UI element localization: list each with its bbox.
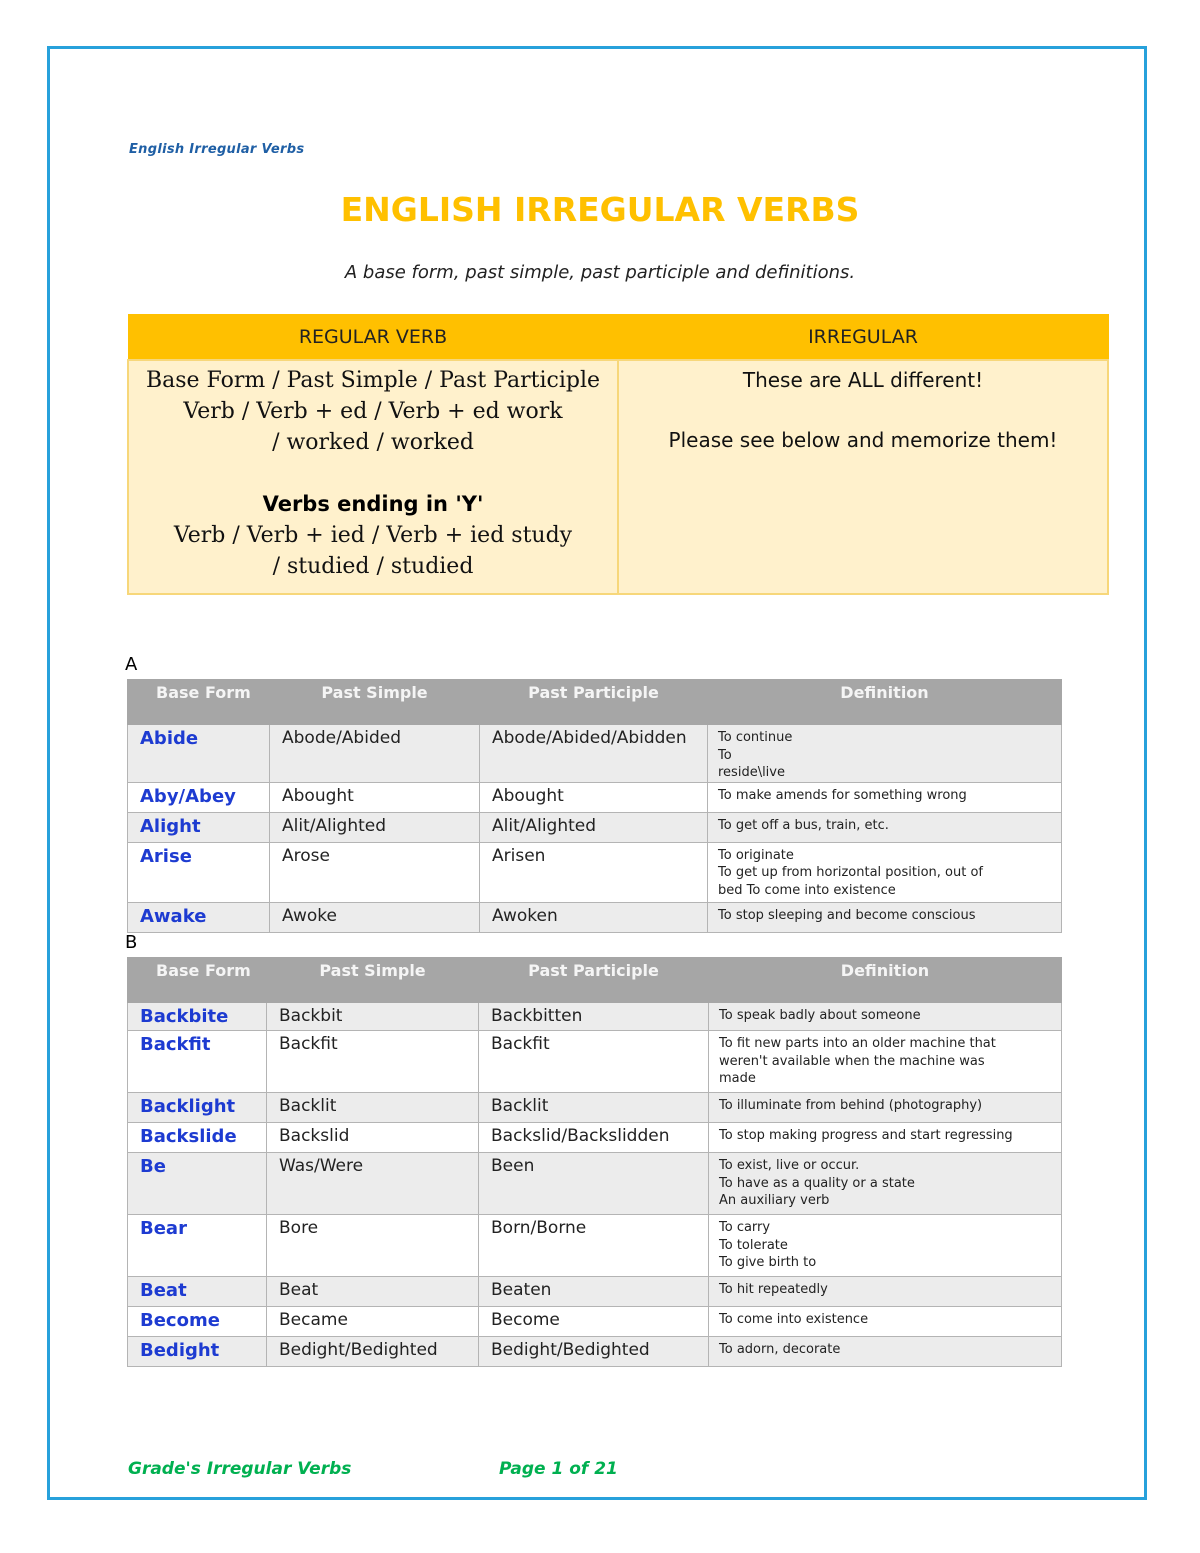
verb-past-simple: Backfit bbox=[267, 1031, 479, 1093]
definition-line: To tolerate bbox=[719, 1237, 788, 1253]
regular-line: / worked / worked bbox=[272, 430, 474, 455]
verb-past-participle: Become bbox=[479, 1307, 709, 1337]
verb-past-participle: Bedight/Bedighted bbox=[479, 1337, 709, 1367]
definition-line: weren't available when the machine was bbox=[719, 1053, 985, 1069]
verb-base-form: Aby/Abey bbox=[128, 782, 270, 812]
column-header-base-form: Base Form bbox=[128, 958, 267, 1003]
table-row bbox=[128, 1277, 1062, 1307]
verb-past-simple: Bore bbox=[267, 1215, 479, 1277]
definition-line: To speak badly about someone bbox=[719, 1008, 921, 1023]
verb-past-simple: Became bbox=[267, 1307, 479, 1337]
verb-definition bbox=[709, 1307, 1062, 1337]
verb-base-form: Backfit bbox=[128, 1031, 267, 1093]
verb-definition bbox=[709, 1337, 1062, 1367]
verb-definition bbox=[709, 1031, 1062, 1093]
regular-vs-irregular-table bbox=[127, 314, 1109, 595]
footer-title: Grade's Irregular Verbs bbox=[128, 1459, 352, 1479]
regular-verb-cell bbox=[128, 360, 618, 594]
verb-past-simple: Beat bbox=[267, 1277, 479, 1307]
column-header-past-participle: Past Participle bbox=[479, 958, 709, 1003]
verb-past-participle: Abode/Abided/Abidden bbox=[480, 725, 708, 783]
table-row bbox=[128, 1003, 1062, 1031]
definition-line: To illuminate from behind (photography) bbox=[719, 1098, 983, 1113]
verb-definition bbox=[709, 1093, 1062, 1123]
verb-past-participle: Backslid/Backslidden bbox=[479, 1123, 709, 1153]
table-row bbox=[128, 782, 1062, 812]
header-row bbox=[128, 958, 1062, 1003]
table-row bbox=[128, 1031, 1062, 1093]
verb-past-simple: Abought bbox=[270, 782, 480, 812]
table-row bbox=[128, 1307, 1062, 1337]
definition-line: To come into existence bbox=[719, 1312, 869, 1327]
regular-line: Verb / Verb + ed / Verb + ed work bbox=[183, 399, 563, 424]
table-row bbox=[128, 1153, 1062, 1215]
verb-past-participle: Been bbox=[479, 1153, 709, 1215]
verb-past-simple: Awoke bbox=[270, 902, 480, 932]
verb-past-participle: Alit/Alighted bbox=[480, 812, 708, 842]
verb-past-participle: Backlit bbox=[479, 1093, 709, 1123]
definition-line: To adorn, decorate bbox=[719, 1342, 841, 1357]
definition-line: To exist, live or occur. bbox=[719, 1158, 860, 1173]
y-ending-heading: Verbs ending in 'Y' bbox=[262, 492, 484, 516]
verb-past-simple: Alit/Alighted bbox=[270, 812, 480, 842]
irregular-heading: IRREGULAR bbox=[618, 315, 1108, 361]
verb-definition bbox=[708, 902, 1062, 932]
definition-line: To stop sleeping and become conscious bbox=[718, 907, 976, 923]
definition-line: reside\live bbox=[718, 765, 785, 780]
definition-line: To hit repeatedly bbox=[719, 1282, 828, 1297]
verb-base-form: Become bbox=[128, 1307, 267, 1337]
verb-table-a bbox=[127, 679, 1062, 933]
verb-definition bbox=[708, 812, 1062, 842]
verb-past-simple: Arose bbox=[270, 842, 480, 902]
column-header-past-participle: Past Participle bbox=[480, 680, 708, 725]
running-header: English Irregular Verbs bbox=[129, 142, 305, 157]
definition-line: An auxiliary verb bbox=[719, 1193, 830, 1208]
regular-verb-heading: REGULAR VERB bbox=[128, 315, 618, 361]
page-number: Page 1 of 21 bbox=[499, 1459, 618, 1479]
table-row bbox=[128, 725, 1062, 783]
column-header-past-simple: Past Simple bbox=[267, 958, 479, 1003]
table-row bbox=[128, 842, 1062, 902]
section-letter-b: B bbox=[125, 932, 138, 953]
verb-base-form: Alight bbox=[128, 812, 270, 842]
irregular-cell bbox=[618, 360, 1108, 594]
verb-base-form: Bear bbox=[128, 1215, 267, 1277]
definition-line: To get up from horizontal position, out of bbox=[718, 865, 983, 880]
verb-past-participle: Beaten bbox=[479, 1277, 709, 1307]
definition-line: To fit new parts into an older machine that bbox=[719, 1036, 996, 1051]
verb-table-b bbox=[127, 957, 1062, 1367]
verb-definition bbox=[708, 842, 1062, 902]
verb-past-simple: Was/Were bbox=[267, 1153, 479, 1215]
definition-line: To originate bbox=[718, 847, 794, 863]
verb-base-form: Backlight bbox=[128, 1093, 267, 1123]
verb-past-participle: Backfit bbox=[479, 1031, 709, 1093]
definition-line: To bbox=[718, 747, 732, 763]
verb-definition bbox=[709, 1215, 1062, 1277]
verb-past-simple: Abode/Abided bbox=[270, 725, 480, 783]
column-header-definition: Definition bbox=[709, 958, 1062, 1003]
verb-definition bbox=[709, 1003, 1062, 1031]
table-row bbox=[128, 812, 1062, 842]
definition-line: To make amends for something wrong bbox=[718, 787, 967, 803]
definition-line: To get off a bus, train, etc. bbox=[718, 817, 889, 833]
definition-line: To give birth to bbox=[719, 1255, 817, 1270]
verb-past-participle: Arisen bbox=[480, 842, 708, 902]
verb-definition bbox=[709, 1123, 1062, 1153]
page-title: ENGLISH IRREGULAR VERBS bbox=[340, 190, 860, 229]
verb-past-simple: Backlit bbox=[267, 1093, 479, 1123]
verb-base-form: Be bbox=[128, 1153, 267, 1215]
verb-past-participle: Born/Borne bbox=[479, 1215, 709, 1277]
verb-past-simple: Backslid bbox=[267, 1123, 479, 1153]
verb-past-simple: Backbit bbox=[267, 1003, 479, 1031]
verb-definition bbox=[708, 782, 1062, 812]
page-subtitle: A base form, past simple, past participle and definitions. bbox=[344, 262, 856, 283]
verb-past-participle: Abought bbox=[480, 782, 708, 812]
verb-base-form: Arise bbox=[128, 842, 270, 902]
table-row bbox=[128, 1337, 1062, 1367]
definition-line: To continue bbox=[718, 730, 793, 745]
regular-line: Base Form / Past Simple / Past Participle bbox=[145, 368, 601, 393]
table-row bbox=[128, 1215, 1062, 1277]
definition-line: To have as a quality or a state bbox=[719, 1175, 915, 1191]
verb-base-form: Abide bbox=[128, 725, 270, 783]
irregular-line: Please see below and memorize them! bbox=[668, 428, 1058, 452]
y-ending-line: / studied / studied bbox=[272, 554, 474, 579]
verb-definition bbox=[709, 1277, 1062, 1307]
verb-definition bbox=[709, 1153, 1062, 1215]
definition-line: To stop making progress and start regressing bbox=[719, 1128, 1013, 1143]
verb-base-form: Beat bbox=[128, 1277, 267, 1307]
irregular-line: These are ALL different! bbox=[742, 368, 984, 392]
verb-base-form: Bedight bbox=[128, 1337, 267, 1367]
column-header-base-form: Base Form bbox=[128, 680, 270, 725]
verb-base-form: Backbite bbox=[128, 1003, 267, 1031]
y-ending-line: Verb / Verb + ied / Verb + ied study bbox=[173, 523, 573, 548]
definition-line: To carry bbox=[719, 1220, 771, 1235]
verb-past-simple: Bedight/Bedighted bbox=[267, 1337, 479, 1367]
verb-past-participle: Awoken bbox=[480, 902, 708, 932]
verb-base-form: Awake bbox=[128, 902, 270, 932]
header-row bbox=[128, 680, 1062, 725]
table-row bbox=[128, 1093, 1062, 1123]
table-row bbox=[128, 1123, 1062, 1153]
section-letter-a: A bbox=[125, 654, 138, 675]
verb-definition bbox=[708, 725, 1062, 783]
definition-line: made bbox=[719, 1071, 756, 1086]
column-header-definition: Definition bbox=[708, 680, 1062, 725]
column-header-past-simple: Past Simple bbox=[270, 680, 480, 725]
table-row bbox=[128, 902, 1062, 932]
verb-past-participle: Backbitten bbox=[479, 1003, 709, 1031]
verb-base-form: Backslide bbox=[128, 1123, 267, 1153]
definition-line: bed To come into existence bbox=[718, 882, 896, 898]
